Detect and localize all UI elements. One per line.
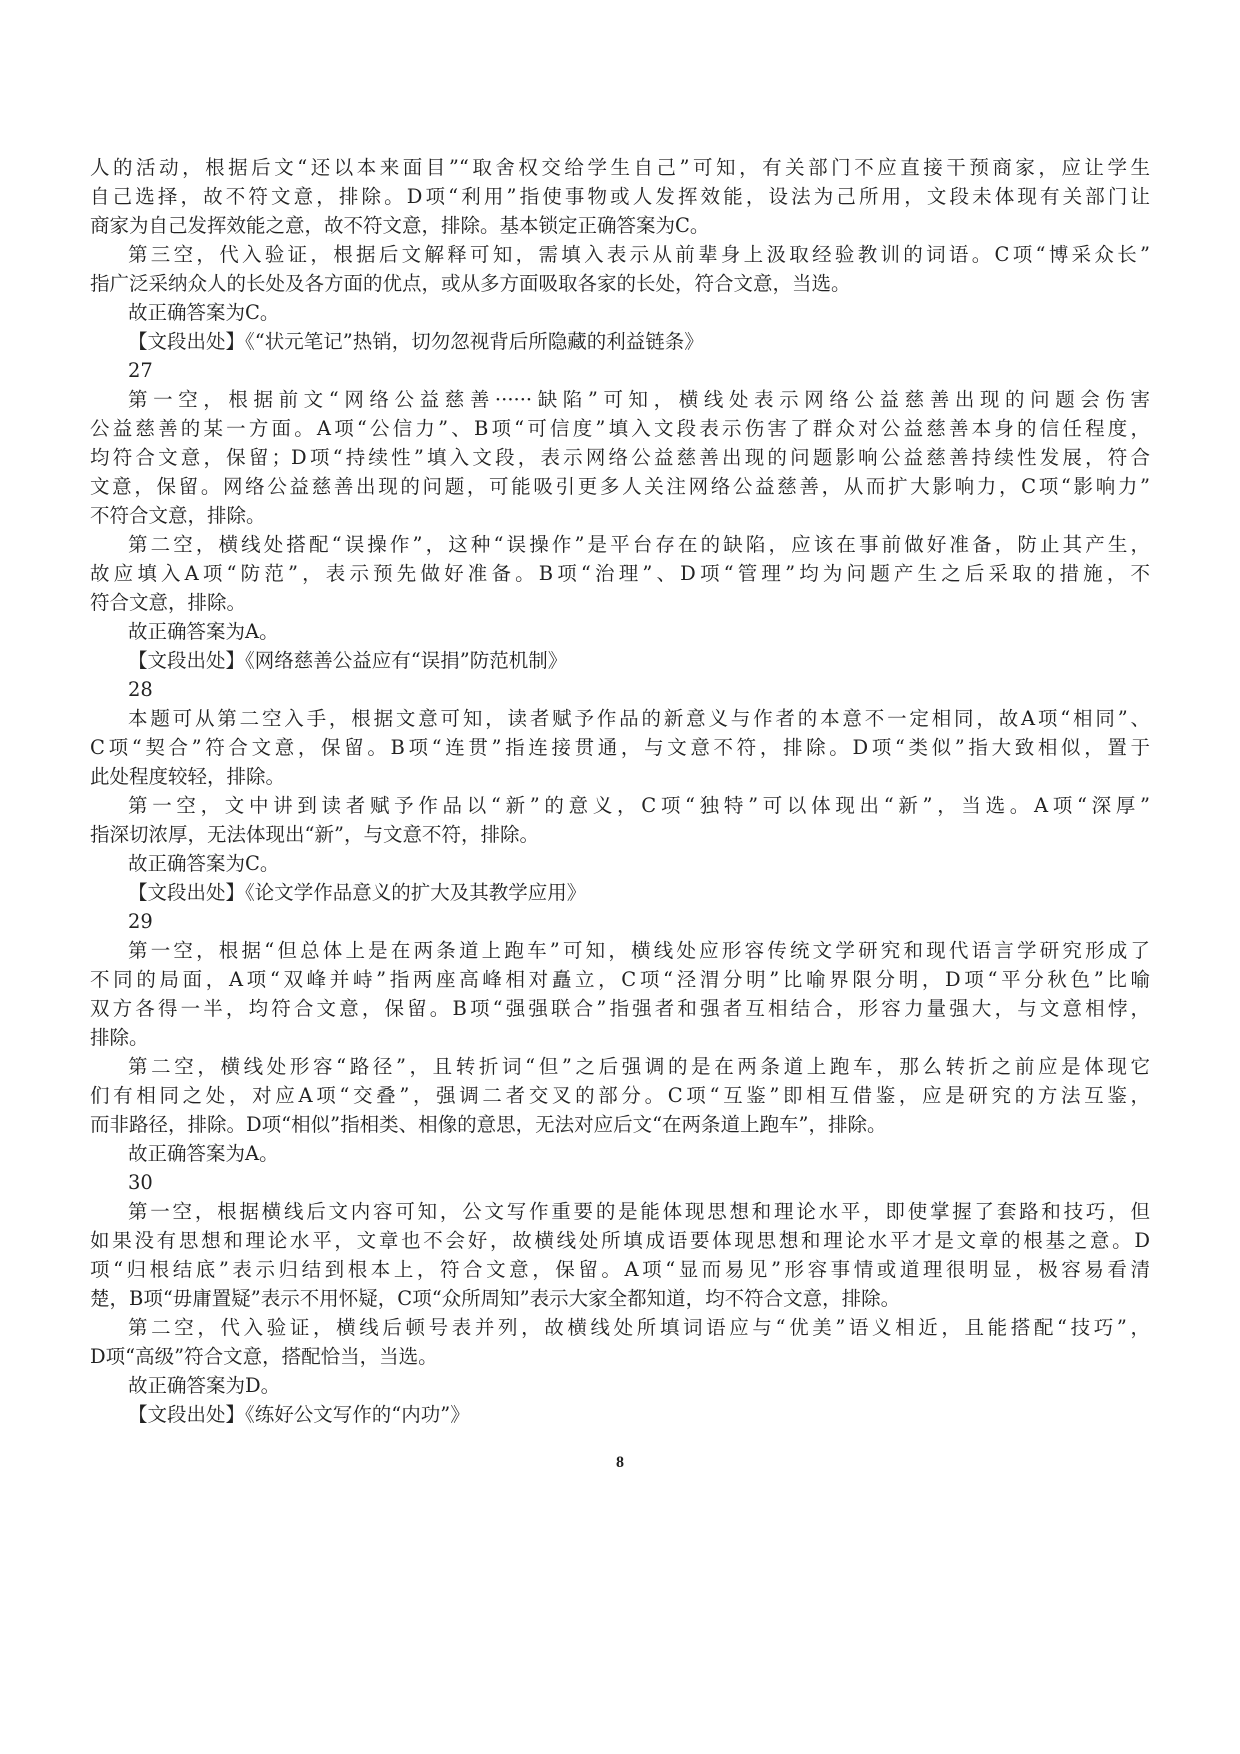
text-line: D项“高级”符合文意，搭配恰当，当选。 — [90, 1345, 438, 1368]
text-line: 【文段出处】《论文学作品意义的扩大及其教学应用》 — [128, 881, 587, 904]
text-line: 均符合文意，保留；D项“持续性”填入文段，表示网络公益慈善出现的问题影响公益慈善持续性发展，符合 — [90, 446, 1150, 469]
text-line: 此处程度较轻，排除。 — [90, 765, 286, 788]
text-line: 第三空，代入验证，根据后文解释可知，需填入表示从前辈身上汲取经验教训的词语。C项“博采众长” — [128, 243, 1150, 266]
text-line: 29 — [128, 910, 153, 933]
text-line: 故应填入A项“防范”，表示预先做好准备。B项“治理”、D项“管理”均为问题产生之后采取的措施，不 — [90, 562, 1150, 585]
text-line: 【文段出处】《练好公文写作的“内功”》 — [128, 1403, 470, 1426]
text-line: 第一空，根据横线后文内容可知，公文写作重要的是能体现思想和理论水平，即使掌握了套路和技巧，但 — [128, 1200, 1150, 1223]
text-line: 排除。 — [90, 1026, 149, 1049]
text-line: 28 — [128, 678, 153, 701]
text-line: 符合文意，排除。 — [90, 591, 247, 614]
text-line: 第一空，文中讲到读者赋予作品以“新”的意义，C项“独特”可以体现出“新”，当选。A项“深厚” — [128, 794, 1150, 817]
text-line: 不符合文意，排除。 — [90, 504, 266, 527]
text-line: 故正确答案为D。 — [128, 1374, 281, 1397]
text-line: 本题可从第二空入手，根据文意可知，读者赋予作品的新意义与作者的本意不一定相同，故A项“相同”、 — [128, 707, 1150, 730]
text-line: 公益慈善的某一方面。A项“公信力”、B项“可信度”填入文段表示伤害了群众对公益慈善本身的信任程度， — [90, 417, 1150, 440]
text-line: 故正确答案为A。 — [128, 1142, 279, 1165]
text-line: 【文段出处】《“状元笔记”热销，切勿忽视背后所隐藏的利益链条》 — [128, 330, 704, 353]
text-line: 第二空，横线处形容“路径”，且转折词“但”之后强调的是在两条道上跑车，那么转折之前应是体现它 — [128, 1055, 1150, 1078]
text-line: 第一空，根据“但总体上是在两条道上跑车”可知，横线处应形容传统文学研究和现代语言学研究形成了 — [128, 939, 1150, 962]
text-line: 楚，B项“毋庸置疑”表示不用怀疑，C项“众所周知”表示大家全都知道，均不符合文意，排除。 — [90, 1287, 901, 1310]
text-line: 第二空，代入验证，横线后顿号表并列，故横线处所填词语应与“优美”语义相近，且能搭配“技巧”， — [128, 1316, 1150, 1339]
text-line: 如果没有思想和理论水平，文章也不会好，故横线处所填成语要体现思想和理论水平才是文章的根基之意。D — [90, 1229, 1150, 1252]
text-line: 而非路径，排除。D项“相似”指相类、相像的意思，无法对应后文“在两条道上跑车”，排除。 — [90, 1113, 887, 1136]
page-number: 8 — [616, 1454, 624, 1471]
text-line: 第一空，根据前文“网络公益慈善······缺陷”可知，横线处表示网络公益慈善出现的问题会伤害 — [128, 388, 1150, 411]
text-line: 27 — [128, 359, 153, 382]
text-line: 商家为自己发挥效能之意，故不符文意，排除。基本锁定正确答案为C。 — [90, 214, 710, 237]
text-line: 指深切浓厚，无法体现出“新”，与文意不符，排除。 — [90, 823, 539, 846]
text-line: 故正确答案为C。 — [128, 852, 280, 875]
text-line: 第二空，横线处搭配“误操作”，这种“误操作”是平台存在的缺陷，应该在事前做好准备，防止其产生， — [128, 533, 1150, 556]
text-line: 自己选择，故不符文意，排除。D项“利用”指使事物或人发挥效能，设法为己所用，文段未体现有关部门让 — [90, 185, 1150, 208]
text-line: 故正确答案为C。 — [128, 301, 280, 324]
text-line: 故正确答案为A。 — [128, 620, 279, 643]
text-line: 文意，保留。网络公益慈善出现的问题，可能吸引更多人关注网络公益慈善，从而扩大影响力，C项“影响力” — [90, 475, 1150, 498]
text-line: 项“归根结底”表示归结到根本上，符合文意，保留。A项“显而易见”形容事情或道理很明显，极容易看清 — [90, 1258, 1150, 1281]
document-body — [90, 153, 1150, 1429]
text-line: C项“契合”符合文意，保留。B项“连贯”指连接贯通，与文意不符，排除。D项“类似”指大致相似，置于 — [90, 736, 1150, 759]
text-line: 双方各得一半，均符合文意，保留。B项“强强联合”指强者和强者互相结合，形容力量强大，与文意相悖， — [90, 997, 1150, 1020]
text-line: 指广泛采纳众人的长处及各方面的优点，或从多方面吸取各家的长处，符合文意，当选。 — [90, 272, 851, 295]
text-line: 人的活动，根据后文“还以本来面目”“取舍权交给学生自己”可知，有关部门不应直接干预商家，应让学生 — [90, 156, 1150, 179]
text-line: 【文段出处】《网络慈善公益应有“误捐”防范机制》 — [128, 649, 568, 672]
text-line: 30 — [128, 1171, 153, 1194]
text-line: 们有相同之处，对应A项“交叠”，强调二者交叉的部分。C项“互鉴”即相互借鉴，应是研究的方法互鉴， — [90, 1084, 1150, 1107]
text-line: 不同的局面，A项“双峰并峙”指两座高峰相对矗立，C项“泾渭分明”比喻界限分明，D项“平分秋色”比喻 — [90, 968, 1150, 991]
